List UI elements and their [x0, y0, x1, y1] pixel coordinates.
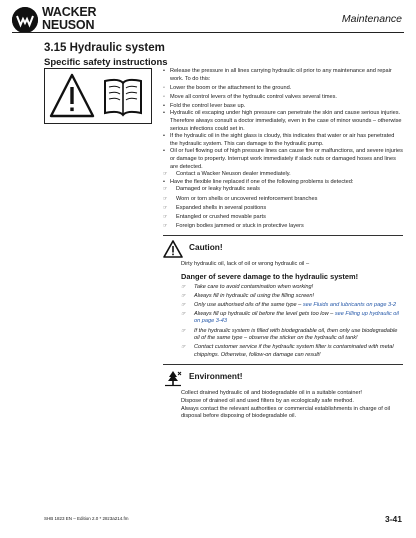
list-item: • If the hydraulic oil in the sight glass is cloudy, this indicates that water or air has penetrated the hydraulic system. This can damage to the hydraulic pump.: [163, 133, 395, 147]
environment-title: Environment!: [189, 371, 243, 382]
caution-triangle-icon: [163, 240, 183, 258]
chapter-title: Maintenance: [341, 13, 402, 25]
warning-triangle-icon: [51, 75, 93, 116]
list-item: ☞ Damaged or leaky hydraulic seals: [163, 186, 260, 193]
page-number: 3-41: [384, 514, 402, 524]
environment-divider: [163, 364, 403, 365]
list-item: ☞ Foreign bodies jammed or stuck in protective layers: [163, 222, 304, 229]
list-item: • Hydraulic oil escaping under high pressure can penetrate the skin and cause serious injuries. Therefore always consult a doctor immediately, even in the case of minor wounds – otherwise serious infections could set in.: [163, 110, 402, 132]
list-item: ☞ Worn or torn shells or uncovered reinforcement branches: [163, 195, 318, 202]
cross-reference-link[interactable]: see Filling up hydraulic oil on page 3-43: [194, 310, 399, 325]
caution-intro: Dirty hydraulic oil, lack of oil or wrong hydraulic oil –: [181, 261, 310, 268]
caution-divider: [163, 235, 403, 236]
caution-header: [163, 240, 403, 258]
cross-reference-link[interactable]: see Fluids and lubricants on page 3-2: [302, 301, 397, 308]
safety-instructions-column: [163, 68, 403, 421]
header-divider: [12, 32, 404, 33]
section-title: 3.15 Hydraulic system: [44, 42, 165, 54]
list-item: ☞ Contact a Wacker Neuson dealer immediately.: [163, 171, 291, 178]
brand-logo-icon: [12, 7, 38, 33]
list-item: ☞ Always fill up hydraulic oil before the level gets too low – see Filling up hydraulic oil on page 3-43: [181, 310, 399, 325]
list-item: • Release the pressure in all lines carrying hydraulic oil prior to any maintenance and repair work. To do this:: [163, 68, 392, 82]
brand-wordmark: WACKER NEUSON: [42, 5, 97, 32]
read-manual-icon: [105, 80, 141, 115]
list-item: ☞ Expanded shells in several positions: [163, 204, 267, 211]
environment-header: [163, 369, 403, 387]
list-item: • Oil or fuel flowing out of high pressure lines can cause fire or malfunctions, and severe injuries or damage to property. Interrupt work immediately if slack nuts or damaged hoses and lines are detected.: [163, 148, 403, 170]
footer-doc-id: SHB 1823 EN – Edition 2.0 * 28z3a214.fm: [44, 516, 129, 521]
list-item: • Fold the control lever base up.: [163, 102, 246, 109]
list-item: ☞ Entangled or crushed movable parts: [163, 213, 266, 220]
list-item: ☞ Always fill in hydraulic oil using the filling screen!: [181, 292, 315, 299]
warning-pictogram: [44, 68, 152, 124]
list-item: ☞ Take care to avoid contamination when working!: [181, 283, 314, 290]
section-subtitle: Specific safety instructions: [44, 57, 168, 68]
environment-text: Collect drained hydraulic oil and biodegradable oil in a suitable container! Dispose of drained oil and used filters by an ecologically safe method. Always contact the relevant authorities or commercial establishments in charge of oil disposal before disposing of biodegradable oil.: [181, 390, 390, 420]
list-item: ☞ Only use authorised oils of the same type – see Fluids and lubricants on page 3-2: [181, 301, 397, 308]
environment-tree-icon: [163, 369, 183, 387]
caution-danger: Danger of severe damage to the hydraulic system!: [181, 271, 359, 281]
caution-title: Caution!: [189, 242, 223, 253]
list-item: ◦ Lower the boom or the attachment to the ground.: [163, 84, 292, 91]
list-item: • Have the flexible line replaced if one of the following problems is detected:: [163, 178, 354, 185]
list-item: ◦ Move all control levers of the hydraulic control valves several times.: [163, 93, 337, 100]
list-item: ☞ Contact customer service if the hydraulic system filter is contaminated with metal chippings. Otherwise, follow-on damage can result!: [181, 344, 394, 358]
list-item: ☞ If the hydraulic system is filled with biodegradable oil, then only use biodegradable oil of the same type – observe the sticker on the hydraulic oil tank!: [181, 327, 398, 342]
